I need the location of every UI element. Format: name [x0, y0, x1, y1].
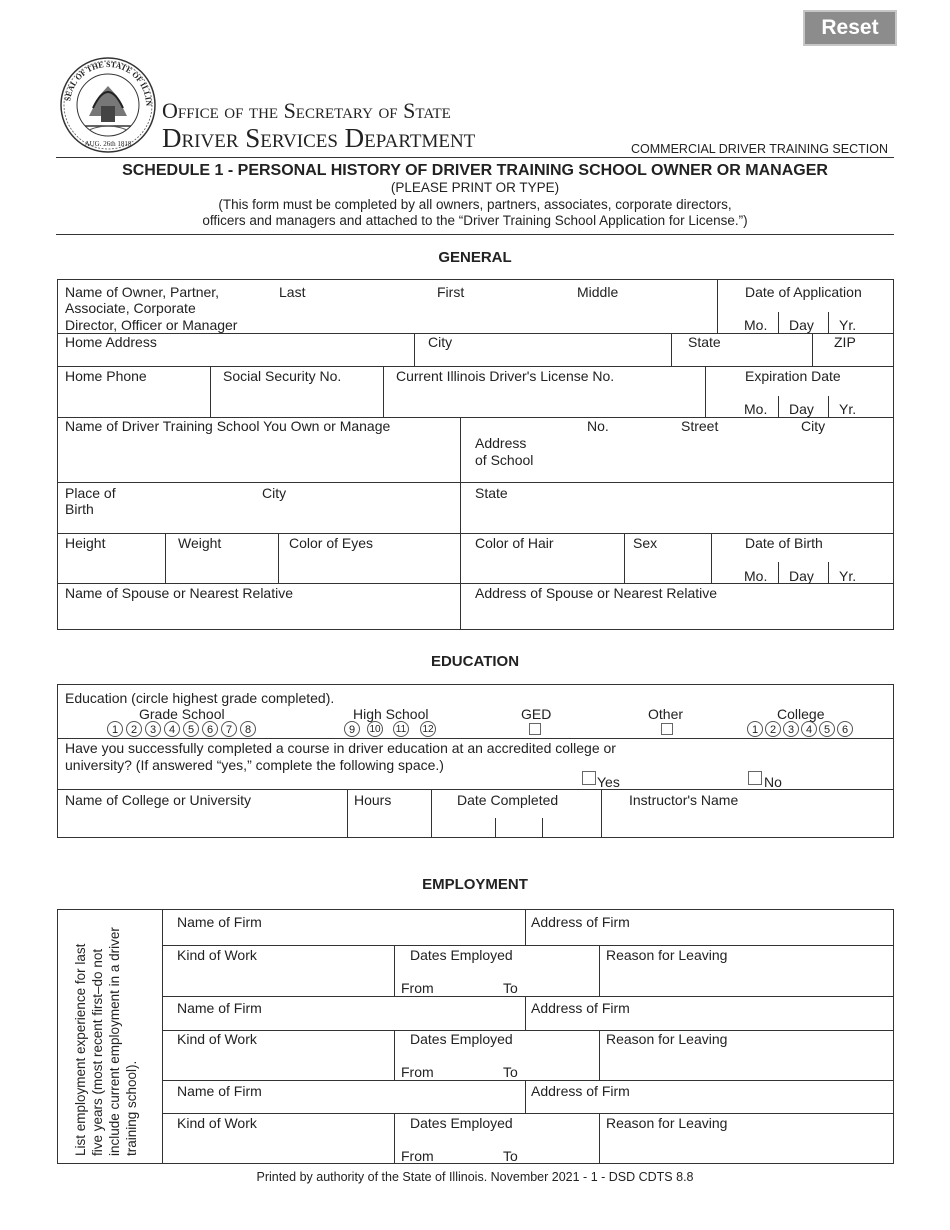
owner-name-label-3: Director, Officer or Manager: [65, 317, 238, 333]
date-of-birth-input[interactable]: [712, 550, 893, 564]
from-label: From: [401, 1148, 434, 1164]
hair-color-input[interactable]: [461, 552, 624, 582]
home-zip-label: ZIP: [834, 334, 856, 350]
home-city-input[interactable]: [415, 350, 671, 366]
college-option[interactable]: 6: [837, 721, 853, 737]
grade-option[interactable]: 4: [164, 721, 180, 737]
application-year-label: Yr.: [839, 317, 857, 333]
height-label: Height: [65, 535, 106, 551]
grade-option[interactable]: 8: [240, 721, 256, 737]
date-of-birth-label: Date of Birth: [745, 535, 823, 551]
eye-color-input[interactable]: [279, 552, 460, 582]
hours-input[interactable]: [348, 809, 431, 837]
expiration-day-label: Day: [789, 401, 814, 417]
grade-option[interactable]: 3: [145, 721, 161, 737]
no-checkbox[interactable]: [748, 771, 762, 785]
college-option[interactable]: 4: [801, 721, 817, 737]
firm-address-label: Address of Firm: [531, 1000, 630, 1016]
home-phone-input[interactable]: [58, 386, 210, 416]
date-of-application-label: Date of Application: [745, 284, 862, 300]
footer-text: Printed by authority of the State of Illinois. November 2021 - 1 - DSD CDTS 8.8: [256, 1170, 694, 1184]
license-label: Current Illinois Driver's License No.: [396, 368, 615, 384]
firm-address-input[interactable]: [526, 1099, 893, 1113]
college-name-label: Name of College or University: [65, 792, 251, 808]
employment-instructions-line1: List employment experience for last: [73, 943, 88, 1156]
reason-for-leaving-input[interactable]: [600, 1131, 893, 1163]
spouse-name-label: Name of Spouse or Nearest Relative: [65, 585, 293, 601]
birth-state-input[interactable]: [461, 502, 893, 532]
employment-section: [57, 909, 894, 1164]
grade-school-label: Grade School: [139, 706, 225, 722]
ssn-label: Social Security No.: [223, 368, 342, 384]
yes-label: Yes: [597, 774, 620, 790]
education-section: [57, 684, 894, 838]
college-option[interactable]: 2: [765, 721, 781, 737]
college-option[interactable]: 3: [783, 721, 799, 737]
home-state-input[interactable]: [672, 350, 812, 366]
application-date-input[interactable]: [718, 300, 893, 314]
expiration-year-label: Yr.: [839, 401, 857, 417]
college-option[interactable]: 5: [819, 721, 835, 737]
svg-text:AUG. 26th 1818: AUG. 26th 1818: [84, 140, 132, 148]
from-label: From: [401, 1064, 434, 1080]
school-city-label: City: [801, 418, 826, 434]
title-rule: [56, 234, 894, 235]
kind-of-work-label: Kind of Work: [177, 1115, 257, 1131]
high-school-label: High School: [353, 706, 429, 722]
first-name-label: First: [437, 284, 465, 300]
home-phone-label: Home Phone: [65, 368, 147, 384]
high-school-option[interactable]: 10: [367, 721, 383, 737]
ged-checkbox[interactable]: [529, 723, 541, 735]
place-of-birth-label: Place of: [65, 485, 116, 501]
department-title: Driver Services Department: [162, 123, 476, 153]
reason-for-leaving-label: Reason for Leaving: [606, 1115, 728, 1131]
form-note-line1: (This form must be completed by all owners, partners, associates, corporate directors,: [218, 197, 732, 212]
kind-of-work-input[interactable]: [163, 1131, 394, 1163]
dates-employed-input[interactable]: [395, 964, 599, 978]
firm-name-input[interactable]: [163, 1099, 525, 1113]
college-name-input[interactable]: [58, 809, 347, 837]
spouse-address-label: Address of Spouse or Nearest Relative: [475, 585, 718, 601]
weight-input[interactable]: [166, 552, 278, 582]
office-title: Office of the Secretary of State: [162, 98, 451, 123]
reason-for-leaving-label: Reason for Leaving: [606, 1031, 728, 1047]
employment-instructions-line4: training school).: [124, 1060, 139, 1156]
grade-option[interactable]: 5: [183, 721, 199, 737]
birth-month-label: Mo.: [744, 568, 768, 584]
kind-of-work-label: Kind of Work: [177, 947, 257, 963]
high-school-option[interactable]: 9: [344, 721, 360, 737]
expiration-date-input[interactable]: [706, 384, 893, 398]
application-day-label: Day: [789, 317, 814, 333]
date-completed-label: Date Completed: [457, 792, 559, 808]
place-of-birth-label-2: Birth: [65, 501, 94, 517]
employment-instructions-line2: five years (most recent first–do not: [90, 948, 105, 1156]
general-section: [57, 279, 894, 630]
education-heading: EDUCATION: [430, 653, 520, 670]
other-label: Other: [648, 706, 684, 722]
state-seal-logo: [59, 56, 157, 154]
home-address-label: Home Address: [65, 334, 157, 350]
eye-color-label: Color of Eyes: [289, 535, 374, 551]
grade-option[interactable]: 6: [202, 721, 218, 737]
dates-employed-label: Dates Employed: [410, 1115, 513, 1131]
firm-name-input[interactable]: [163, 1016, 525, 1030]
reason-for-leaving-label: Reason for Leaving: [606, 947, 728, 963]
school-address-label: Address: [475, 435, 527, 451]
form-note-line2: officers and managers and attached to the “Driver Training School Application for License.”): [202, 213, 748, 228]
to-label: To: [503, 980, 518, 996]
school-name-input[interactable]: [58, 436, 460, 482]
reason-for-leaving-input[interactable]: [600, 964, 893, 996]
birth-city-input[interactable]: [118, 502, 460, 532]
school-address-label-2: of School: [475, 452, 534, 468]
driver-ed-question-2: university? (If answered “yes,” complete the following space.): [65, 757, 444, 773]
firm-address-input[interactable]: [526, 930, 893, 945]
dates-employed-label: Dates Employed: [410, 947, 513, 963]
kind-of-work-input[interactable]: [163, 964, 394, 996]
yes-checkbox[interactable]: [582, 771, 596, 785]
header-rule: [56, 157, 894, 158]
kind-of-work-input[interactable]: [163, 1048, 394, 1080]
driver-ed-question: Have you successfully completed a course in driver education at an accredited college or: [65, 740, 616, 756]
birth-day-label: Day: [789, 568, 814, 584]
expiration-month-label: Mo.: [744, 401, 768, 417]
college-option[interactable]: 1: [747, 721, 763, 737]
employment-instructions-line3: include current employment in a driver: [107, 927, 122, 1156]
to-label: To: [503, 1148, 518, 1164]
firm-address-label: Address of Firm: [531, 1083, 630, 1099]
weight-label: Weight: [178, 535, 222, 551]
to-label: To: [503, 1064, 518, 1080]
height-input[interactable]: [58, 552, 165, 582]
ged-label: GED: [521, 706, 552, 722]
owner-name-input[interactable]: [268, 302, 718, 332]
ssn-input[interactable]: [211, 386, 383, 416]
birth-year-label: Yr.: [839, 568, 857, 584]
firm-name-input[interactable]: [163, 930, 525, 945]
grade-option[interactable]: 1: [107, 721, 123, 737]
grade-option[interactable]: 2: [126, 721, 142, 737]
dates-employed-input[interactable]: [395, 1131, 599, 1145]
kind-of-work-label: Kind of Work: [177, 1031, 257, 1047]
school-no-label: No.: [587, 418, 609, 434]
sex-label: Sex: [633, 535, 658, 551]
spouse-address-input[interactable]: [461, 602, 893, 628]
school-address-input[interactable]: [548, 436, 893, 482]
instructor-name-input[interactable]: [602, 809, 893, 837]
instructor-name-label: Instructor's Name: [629, 792, 739, 808]
firm-name-label: Name of Firm: [177, 1083, 262, 1099]
hours-label: Hours: [354, 792, 392, 808]
home-state-label: State: [688, 334, 721, 350]
from-label: From: [401, 980, 434, 996]
middle-name-label: Middle: [577, 284, 619, 300]
application-month-label: Mo.: [744, 317, 768, 333]
hair-color-label: Color of Hair: [475, 535, 554, 551]
firm-name-label: Name of Firm: [177, 914, 262, 930]
reason-for-leaving-input[interactable]: [600, 1048, 893, 1080]
high-school-option[interactable]: 11: [393, 721, 409, 737]
expiration-date-label: Expiration Date: [745, 368, 841, 384]
license-input[interactable]: [384, 386, 705, 416]
birth-state-label: State: [475, 485, 508, 501]
form-title: SCHEDULE 1 - PERSONAL HISTORY OF DRIVER TRAINING SCHOOL OWNER OR MANAGER: [122, 162, 828, 179]
school-street-label: Street: [681, 418, 719, 434]
svg-text:SEAL OF THE STATE OF ILLINOIS: SEAL OF THE STATE OF ILLIN: [63, 59, 154, 107]
dates-employed-label: Dates Employed: [410, 1031, 513, 1047]
section-label: COMMERCIAL DRIVER TRAINING SECTION: [631, 142, 888, 156]
school-name-label: Name of Driver Training School You Own or Manage: [65, 418, 391, 434]
home-address-input[interactable]: [58, 350, 414, 366]
birth-city-label: City: [262, 485, 287, 501]
education-instruction: Education (circle highest grade completed).: [65, 690, 335, 706]
owner-name-label-2: Associate, Corporate: [65, 300, 196, 316]
form-subtitle: (PLEASE PRINT OR TYPE): [390, 180, 560, 195]
other-checkbox[interactable]: [661, 723, 673, 735]
spouse-name-input[interactable]: [58, 602, 460, 628]
high-school-option[interactable]: 12: [420, 721, 436, 737]
firm-address-label: Address of Firm: [531, 914, 630, 930]
last-name-label: Last: [279, 284, 306, 300]
firm-address-input[interactable]: [526, 1016, 893, 1030]
home-zip-input[interactable]: [813, 350, 893, 366]
home-city-label: City: [428, 334, 453, 350]
employment-heading: EMPLOYMENT: [422, 876, 528, 893]
general-heading: GENERAL: [438, 249, 512, 266]
grade-option[interactable]: 7: [221, 721, 237, 737]
owner-name-label: Name of Owner, Partner,: [65, 284, 220, 300]
reset-button[interactable]: Reset: [803, 10, 897, 46]
college-label: College: [777, 706, 825, 722]
date-completed-input[interactable]: [432, 807, 601, 819]
sex-input[interactable]: [625, 552, 711, 582]
dates-employed-input[interactable]: [395, 1048, 599, 1062]
no-label: No: [764, 774, 782, 790]
firm-name-label: Name of Firm: [177, 1000, 262, 1016]
